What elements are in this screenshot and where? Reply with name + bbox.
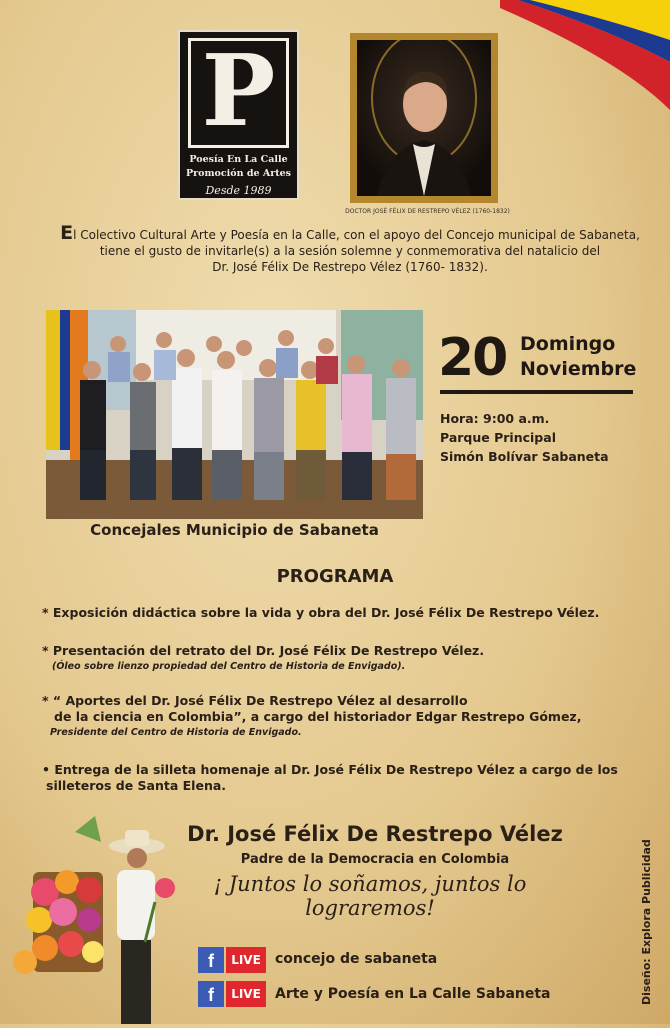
programa-item-1: * Exposición didáctica sobre la vida y obra del Dr. José Félix De Restrepo Vélez. (42, 605, 600, 620)
photo-caption: Concejales Municipio de Sabaneta (90, 521, 379, 539)
facebook-icon: f (198, 981, 224, 1007)
programa-item-3-sub: Presidente del Centro de Historia de Envigado. (50, 727, 302, 738)
poesia-en-la-calle-logo (178, 30, 299, 200)
programa-item-3-line-2: de la ciencia en Colombia”, a cargo del historiador Edgar Restrepo Gómez, (54, 709, 582, 724)
facebook-live-badge-1[interactable] (198, 947, 266, 973)
programa-item-2 (42, 643, 484, 675)
colombia-flag (500, 0, 670, 110)
intro-initial: E (60, 222, 74, 244)
event-day: 20 (438, 328, 507, 388)
event-place-1: Parque Principal (440, 430, 556, 445)
portrait-caption: DOCTOR JOSÉ FÉLIX DE RESTREPO VÉLEZ (1760-1832) (345, 208, 510, 215)
programa-item-2-text: * Presentación del retrato del Dr. José Félix De Restrepo Vélez. (42, 643, 485, 658)
logo-line-2: Promoción de Artes (186, 168, 291, 179)
intro-line-2: tiene el gusto de invitarle(s) a la sesión solemne y conmemorativa del natalicio del (99, 244, 601, 258)
intro-line-3: Dr. José Félix De Restrepo Vélez (1760- 1832). (212, 260, 488, 274)
programa-item-4-line-1: • Entrega de la silleta homenaje al Dr. José Félix De Restrepo Vélez a cargo de los (42, 762, 618, 777)
live-channel-2[interactable]: Arte y Poesía en La Calle Sabaneta (275, 986, 551, 1002)
intro-line-1-text: l Colectivo Cultural Arte y Poesía en la Calle, con el apoyo del Concejo municipal de Sabaneta, (73, 228, 640, 242)
slogan: ¡ Juntos lo soñamos, juntos lo lograremos! (213, 872, 527, 920)
intro-line-1 (40, 222, 660, 244)
event-place-2: Simón Bolívar Sabaneta (440, 449, 609, 464)
portrait-painting (357, 40, 491, 196)
logo-line-3: Desde 1989 (205, 184, 272, 197)
logo-letter: P (201, 34, 276, 149)
logo-line-1: Poesía En La Calle (189, 154, 288, 165)
event-weekday: Domingo (520, 333, 616, 355)
live-badge: LIVE (226, 947, 266, 973)
programa-item-3-line-1: * “ Aportes del Dr. José Félix De Restrepo Vélez al desarrollo (42, 693, 468, 708)
date-divider (440, 390, 633, 394)
programa-item-4-line-2: silleteros de Santa Elena. (46, 778, 227, 793)
facebook-live-badge-2[interactable] (198, 981, 266, 1007)
event-month: Noviembre (520, 358, 637, 380)
honoree-name: Dr. José Félix De Restrepo Vélez (187, 822, 563, 846)
portrait-frame (350, 33, 498, 203)
invitation-intro (40, 222, 660, 275)
programa-item-3 (42, 693, 581, 741)
logo-letter-frame (188, 34, 289, 149)
programa-item-2-sub: (Óleo sobre lienzo propiedad del Centro de Historia de Envigado). (52, 661, 406, 672)
programa-title: PROGRAMA (276, 566, 394, 587)
event-details (440, 409, 609, 466)
honoree-subtitle: Padre de la Democracia en Colombia (240, 852, 510, 867)
council-group-photo (46, 310, 423, 519)
programa-item-4 (42, 762, 618, 794)
event-time: Hora: 9:00 a.m. (440, 411, 550, 426)
design-credit: Diseño: Explora Publicidad (640, 839, 653, 1005)
facebook-icon: f (198, 947, 224, 973)
live-badge: LIVE (226, 981, 266, 1007)
live-channel-1[interactable]: concejo de sabaneta (275, 951, 438, 967)
